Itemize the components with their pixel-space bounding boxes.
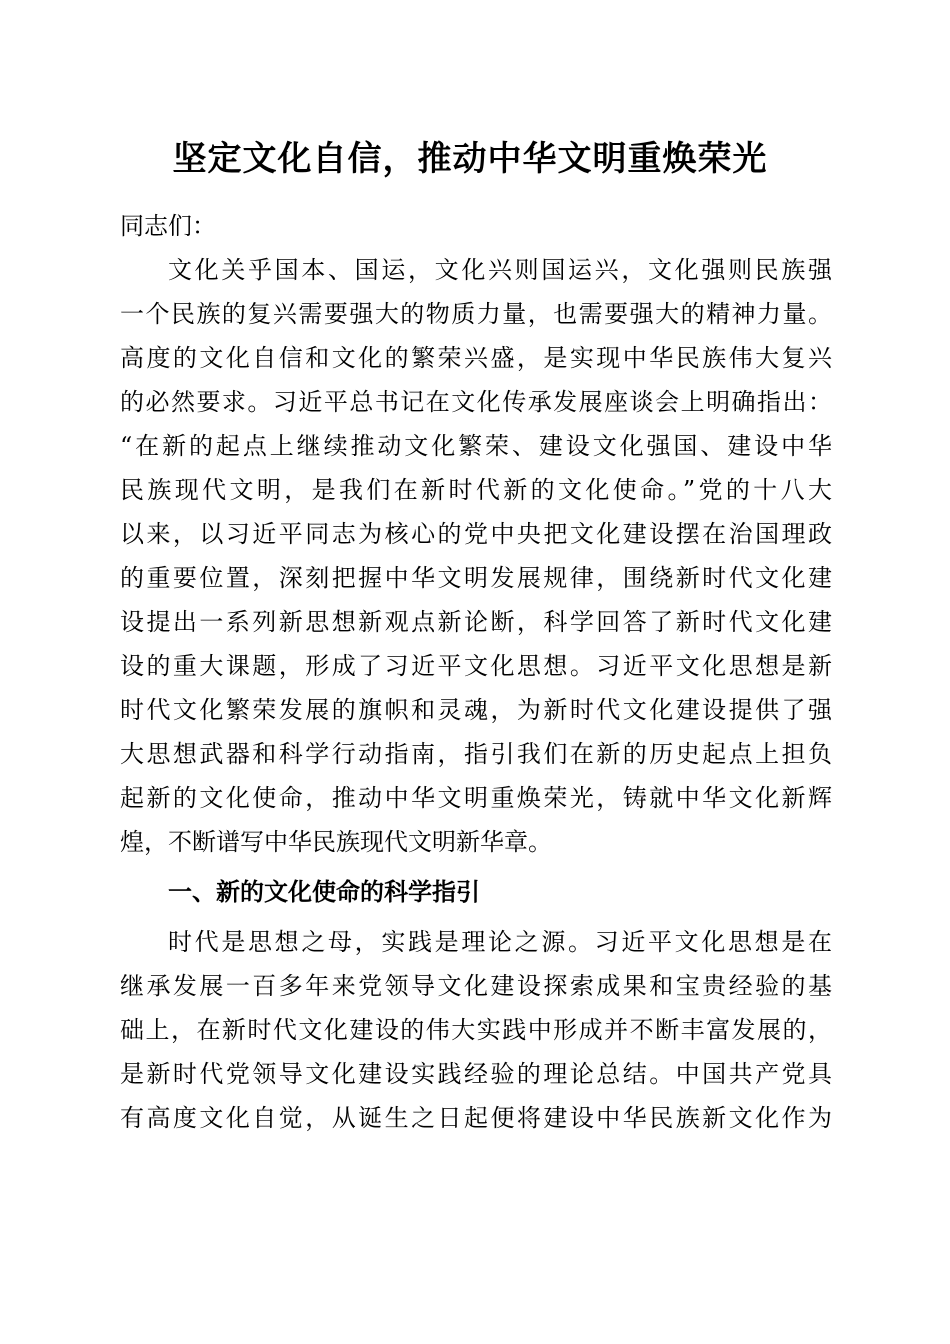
paragraph-line: 础上，在新时代文化建设的伟大实践中形成并不断丰富发展的， xyxy=(120,1016,832,1044)
paragraph-line: 煌，不断谱写中华民族现代文明新华章。 xyxy=(120,828,552,856)
paragraph-line: 大思想武器和科学行动指南，指引我们在新的历史起点上担负 xyxy=(120,740,832,768)
paragraph-line: 一个民族的复兴需要强大的物质力量，也需要强大的精神力量。 xyxy=(120,300,832,328)
paragraph-line: 以来，以习近平同志为核心的党中央把文化建设摆在治国理政 xyxy=(120,520,832,548)
paragraph-line: 高度的文化自信和文化的繁荣兴盛，是实现中华民族伟大复兴 xyxy=(120,344,832,372)
paragraph-line: 有高度文化自觉，从诞生之日起便将建设中华民族新文化作为 xyxy=(120,1104,832,1132)
paragraph-line: 时代文化繁荣发展的旗帜和灵魂，为新时代文化建设提供了强 xyxy=(120,696,832,724)
paragraph-line: 时代是思想之母，实践是理论之源。习近平文化思想是在 xyxy=(168,928,832,956)
section-heading: 一、新的文化使命的科学指引 xyxy=(168,878,480,906)
paragraph-line: 文化关乎国本、国运，文化兴则国运兴，文化强则民族强 xyxy=(168,256,832,284)
paragraph-line: 继承发展一百多年来党领导文化建设探索成果和宝贵经验的基 xyxy=(120,972,832,1000)
paragraph-line: 的重要位置，深刻把握中华文明发展规律，围绕新时代文化建 xyxy=(120,564,832,592)
paragraph-line: 民族现代文明，是我们在新时代新的文化使命。”党的十八大 xyxy=(120,476,832,504)
document-title: 坚定文化自信，推动中华文明重焕荣光 xyxy=(172,139,768,179)
paragraph-line: 起新的文化使命，推动中华文明重焕荣光，铸就中华文化新辉 xyxy=(120,784,832,812)
paragraph-line: 的必然要求。习近平总书记在文化传承发展座谈会上明确指出： xyxy=(120,388,832,416)
paragraph-line: 设提出一系列新思想新观点新论断，科学回答了新时代文化建 xyxy=(120,608,832,636)
paragraph-line: 设的重大课题，形成了习近平文化思想。习近平文化思想是新 xyxy=(120,652,832,680)
salutation: 同志们： xyxy=(120,212,216,240)
paragraph-line: “在新的起点上继续推动文化繁荣、建设文化强国、建设中华 xyxy=(120,432,832,460)
paragraph-line: 是新时代党领导文化建设实践经验的理论总结。中国共产党具 xyxy=(120,1060,832,1088)
